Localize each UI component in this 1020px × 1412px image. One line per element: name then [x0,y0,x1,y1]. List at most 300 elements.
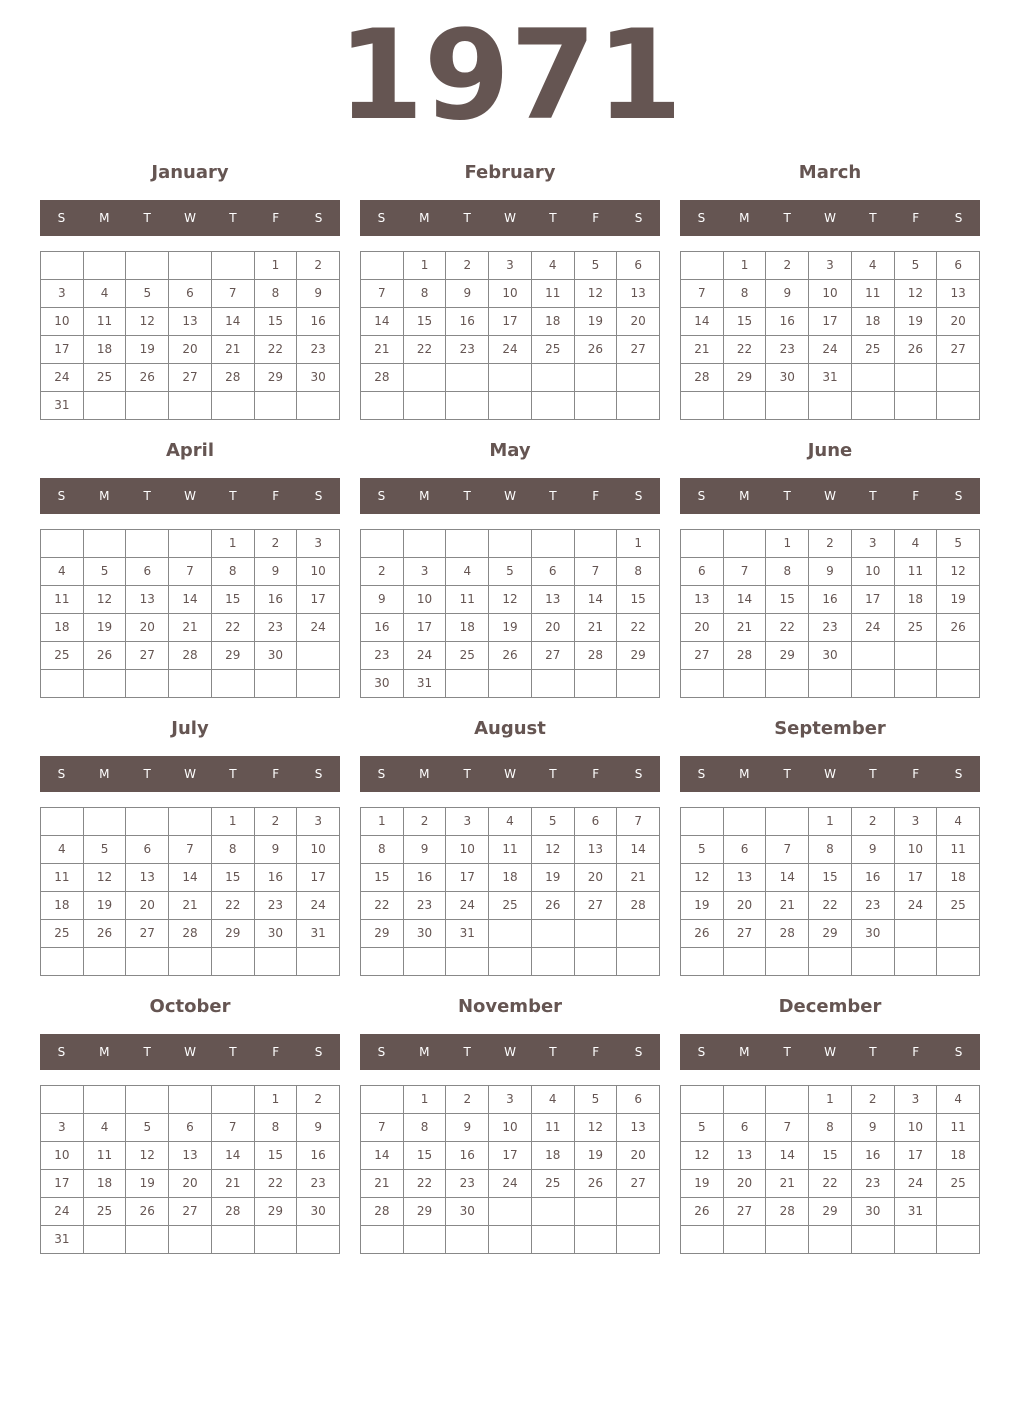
day-cell[interactable]: 24 [41,1198,84,1226]
day-cell[interactable]: 10 [404,586,447,614]
day-cell[interactable]: 3 [404,558,447,586]
day-cell[interactable]: 4 [852,252,895,280]
day-cell[interactable]: 5 [681,836,724,864]
day-cell[interactable]: 22 [809,892,852,920]
day-cell[interactable]: 3 [41,280,84,308]
day-cell[interactable]: 6 [617,252,660,280]
day-cell[interactable]: 20 [575,864,618,892]
day-cell[interactable]: 27 [126,642,169,670]
day-cell[interactable]: 8 [404,280,447,308]
day-cell[interactable]: 5 [575,1086,618,1114]
day-cell[interactable]: 14 [212,1142,255,1170]
day-cell[interactable]: 22 [212,892,255,920]
day-cell[interactable]: 30 [766,364,809,392]
day-cell[interactable]: 15 [809,864,852,892]
day-cell[interactable]: 10 [297,836,340,864]
day-cell[interactable]: 13 [724,1142,767,1170]
day-cell[interactable]: 23 [255,614,298,642]
day-cell[interactable]: 10 [297,558,340,586]
day-cell[interactable]: 8 [255,280,298,308]
day-cell[interactable]: 5 [681,1114,724,1142]
day-cell[interactable]: 24 [895,892,938,920]
day-cell[interactable]: 11 [84,1142,127,1170]
day-cell[interactable]: 30 [852,1198,895,1226]
day-cell[interactable]: 19 [681,1170,724,1198]
day-cell[interactable]: 22 [724,336,767,364]
day-cell[interactable]: 16 [852,864,895,892]
day-cell[interactable]: 15 [361,864,404,892]
day-cell[interactable]: 1 [212,530,255,558]
day-cell[interactable]: 20 [937,308,980,336]
day-cell[interactable]: 24 [895,1170,938,1198]
day-cell[interactable]: 7 [169,836,212,864]
day-cell[interactable]: 4 [41,836,84,864]
day-cell[interactable]: 30 [446,1198,489,1226]
day-cell[interactable]: 29 [255,364,298,392]
day-cell[interactable]: 8 [361,836,404,864]
day-cell[interactable]: 22 [809,1170,852,1198]
day-cell[interactable]: 29 [809,920,852,948]
day-cell[interactable]: 28 [169,642,212,670]
day-cell[interactable]: 21 [169,892,212,920]
day-cell[interactable]: 25 [895,614,938,642]
day-cell[interactable]: 25 [446,642,489,670]
day-cell[interactable]: 29 [255,1198,298,1226]
day-cell[interactable]: 24 [809,336,852,364]
day-cell[interactable]: 14 [169,586,212,614]
day-cell[interactable]: 16 [446,308,489,336]
day-cell[interactable]: 6 [169,280,212,308]
day-cell[interactable]: 1 [809,808,852,836]
day-cell[interactable]: 28 [361,1198,404,1226]
day-cell[interactable]: 6 [169,1114,212,1142]
day-cell[interactable]: 4 [446,558,489,586]
day-cell[interactable]: 26 [126,364,169,392]
day-cell[interactable]: 11 [937,836,980,864]
day-cell[interactable]: 15 [255,308,298,336]
day-cell[interactable]: 4 [532,252,575,280]
day-cell[interactable]: 1 [724,252,767,280]
day-cell[interactable]: 9 [809,558,852,586]
day-cell[interactable]: 19 [532,864,575,892]
day-cell[interactable]: 4 [532,1086,575,1114]
day-cell[interactable]: 4 [84,280,127,308]
day-cell[interactable]: 21 [766,1170,809,1198]
day-cell[interactable]: 31 [41,1226,84,1254]
day-cell[interactable]: 15 [617,586,660,614]
day-cell[interactable]: 19 [126,1170,169,1198]
day-cell[interactable]: 16 [297,1142,340,1170]
day-cell[interactable]: 30 [255,920,298,948]
day-cell[interactable]: 16 [255,586,298,614]
day-cell[interactable]: 20 [617,1142,660,1170]
day-cell[interactable]: 19 [126,336,169,364]
day-cell[interactable]: 6 [575,808,618,836]
day-cell[interactable]: 11 [532,1114,575,1142]
day-cell[interactable]: 17 [895,864,938,892]
day-cell[interactable]: 31 [297,920,340,948]
day-cell[interactable]: 3 [489,252,532,280]
day-cell[interactable]: 11 [532,280,575,308]
day-cell[interactable]: 12 [126,308,169,336]
day-cell[interactable]: 20 [169,1170,212,1198]
day-cell[interactable]: 14 [169,864,212,892]
day-cell[interactable]: 26 [84,920,127,948]
day-cell[interactable]: 22 [404,1170,447,1198]
day-cell[interactable]: 19 [937,586,980,614]
day-cell[interactable]: 1 [212,808,255,836]
day-cell[interactable]: 17 [41,336,84,364]
day-cell[interactable]: 1 [361,808,404,836]
day-cell[interactable]: 14 [766,864,809,892]
day-cell[interactable]: 27 [169,1198,212,1226]
day-cell[interactable]: 6 [681,558,724,586]
day-cell[interactable]: 22 [255,1170,298,1198]
day-cell[interactable]: 21 [766,892,809,920]
day-cell[interactable]: 26 [937,614,980,642]
day-cell[interactable]: 22 [766,614,809,642]
day-cell[interactable]: 30 [852,920,895,948]
day-cell[interactable]: 23 [297,1170,340,1198]
day-cell[interactable]: 24 [297,614,340,642]
day-cell[interactable]: 22 [212,614,255,642]
day-cell[interactable]: 28 [575,642,618,670]
day-cell[interactable]: 9 [766,280,809,308]
day-cell[interactable]: 14 [212,308,255,336]
day-cell[interactable]: 18 [895,586,938,614]
day-cell[interactable]: 6 [126,558,169,586]
day-cell[interactable]: 19 [681,892,724,920]
day-cell[interactable]: 26 [489,642,532,670]
day-cell[interactable]: 6 [126,836,169,864]
day-cell[interactable]: 1 [617,530,660,558]
day-cell[interactable]: 15 [724,308,767,336]
day-cell[interactable]: 21 [617,864,660,892]
day-cell[interactable]: 5 [489,558,532,586]
day-cell[interactable]: 12 [681,864,724,892]
day-cell[interactable]: 27 [724,1198,767,1226]
day-cell[interactable]: 30 [297,364,340,392]
day-cell[interactable]: 11 [84,308,127,336]
day-cell[interactable]: 15 [404,308,447,336]
day-cell[interactable]: 12 [681,1142,724,1170]
day-cell[interactable]: 30 [255,642,298,670]
day-cell[interactable]: 17 [852,586,895,614]
day-cell[interactable]: 22 [404,336,447,364]
day-cell[interactable]: 24 [404,642,447,670]
day-cell[interactable]: 31 [446,920,489,948]
day-cell[interactable]: 5 [126,280,169,308]
day-cell[interactable]: 12 [126,1142,169,1170]
day-cell[interactable]: 10 [895,1114,938,1142]
day-cell[interactable]: 3 [297,808,340,836]
day-cell[interactable]: 8 [766,558,809,586]
day-cell[interactable]: 14 [724,586,767,614]
day-cell[interactable]: 1 [255,1086,298,1114]
day-cell[interactable]: 14 [681,308,724,336]
day-cell[interactable]: 26 [126,1198,169,1226]
day-cell[interactable]: 5 [937,530,980,558]
day-cell[interactable]: 1 [404,1086,447,1114]
day-cell[interactable]: 2 [255,808,298,836]
day-cell[interactable]: 13 [575,836,618,864]
day-cell[interactable]: 19 [489,614,532,642]
day-cell[interactable]: 23 [297,336,340,364]
day-cell[interactable]: 9 [255,836,298,864]
day-cell[interactable]: 27 [617,336,660,364]
day-cell[interactable]: 16 [255,864,298,892]
day-cell[interactable]: 30 [404,920,447,948]
day-cell[interactable]: 16 [809,586,852,614]
day-cell[interactable]: 22 [361,892,404,920]
day-cell[interactable]: 3 [297,530,340,558]
day-cell[interactable]: 19 [575,1142,618,1170]
day-cell[interactable]: 6 [937,252,980,280]
day-cell[interactable]: 5 [895,252,938,280]
day-cell[interactable]: 21 [361,1170,404,1198]
day-cell[interactable]: 4 [489,808,532,836]
day-cell[interactable]: 23 [404,892,447,920]
day-cell[interactable]: 27 [617,1170,660,1198]
day-cell[interactable]: 12 [575,280,618,308]
day-cell[interactable]: 27 [724,920,767,948]
day-cell[interactable]: 29 [212,642,255,670]
day-cell[interactable]: 24 [297,892,340,920]
day-cell[interactable]: 20 [126,614,169,642]
day-cell[interactable]: 12 [532,836,575,864]
day-cell[interactable]: 22 [255,336,298,364]
day-cell[interactable]: 15 [404,1142,447,1170]
day-cell[interactable]: 26 [575,336,618,364]
day-cell[interactable]: 15 [212,586,255,614]
day-cell[interactable]: 7 [212,280,255,308]
day-cell[interactable]: 13 [532,586,575,614]
day-cell[interactable]: 6 [724,836,767,864]
day-cell[interactable]: 18 [532,308,575,336]
day-cell[interactable]: 11 [895,558,938,586]
day-cell[interactable]: 12 [84,586,127,614]
day-cell[interactable]: 10 [41,1142,84,1170]
day-cell[interactable]: 11 [937,1114,980,1142]
day-cell[interactable]: 28 [724,642,767,670]
day-cell[interactable]: 13 [169,308,212,336]
day-cell[interactable]: 16 [297,308,340,336]
day-cell[interactable]: 12 [489,586,532,614]
day-cell[interactable]: 18 [41,614,84,642]
day-cell[interactable]: 16 [446,1142,489,1170]
day-cell[interactable]: 18 [84,1170,127,1198]
day-cell[interactable]: 14 [361,1142,404,1170]
day-cell[interactable]: 31 [41,392,84,420]
day-cell[interactable]: 4 [937,1086,980,1114]
day-cell[interactable]: 25 [937,892,980,920]
day-cell[interactable]: 16 [852,1142,895,1170]
day-cell[interactable]: 27 [126,920,169,948]
day-cell[interactable]: 13 [126,586,169,614]
day-cell[interactable]: 1 [809,1086,852,1114]
day-cell[interactable]: 18 [446,614,489,642]
day-cell[interactable]: 20 [724,1170,767,1198]
day-cell[interactable]: 19 [84,892,127,920]
day-cell[interactable]: 5 [84,836,127,864]
day-cell[interactable]: 20 [724,892,767,920]
day-cell[interactable]: 26 [681,920,724,948]
day-cell[interactable]: 12 [84,864,127,892]
day-cell[interactable]: 2 [297,252,340,280]
day-cell[interactable]: 10 [41,308,84,336]
day-cell[interactable]: 25 [852,336,895,364]
day-cell[interactable]: 25 [532,1170,575,1198]
day-cell[interactable]: 7 [681,280,724,308]
day-cell[interactable]: 25 [41,642,84,670]
day-cell[interactable]: 26 [681,1198,724,1226]
day-cell[interactable]: 2 [809,530,852,558]
day-cell[interactable]: 25 [41,920,84,948]
day-cell[interactable]: 18 [489,864,532,892]
day-cell[interactable]: 23 [446,1170,489,1198]
day-cell[interactable]: 11 [41,864,84,892]
day-cell[interactable]: 7 [361,280,404,308]
day-cell[interactable]: 26 [575,1170,618,1198]
day-cell[interactable]: 11 [489,836,532,864]
day-cell[interactable]: 24 [852,614,895,642]
day-cell[interactable]: 1 [404,252,447,280]
day-cell[interactable]: 31 [809,364,852,392]
day-cell[interactable]: 17 [41,1170,84,1198]
day-cell[interactable]: 23 [446,336,489,364]
day-cell[interactable]: 28 [361,364,404,392]
day-cell[interactable]: 29 [766,642,809,670]
day-cell[interactable]: 25 [937,1170,980,1198]
day-cell[interactable]: 2 [766,252,809,280]
day-cell[interactable]: 24 [489,1170,532,1198]
day-cell[interactable]: 23 [852,892,895,920]
day-cell[interactable]: 5 [575,252,618,280]
day-cell[interactable]: 5 [84,558,127,586]
day-cell[interactable]: 21 [169,614,212,642]
day-cell[interactable]: 3 [895,1086,938,1114]
day-cell[interactable]: 7 [212,1114,255,1142]
day-cell[interactable]: 1 [766,530,809,558]
day-cell[interactable]: 3 [809,252,852,280]
day-cell[interactable]: 23 [361,642,404,670]
day-cell[interactable]: 17 [895,1142,938,1170]
day-cell[interactable]: 13 [617,1114,660,1142]
day-cell[interactable]: 24 [489,336,532,364]
day-cell[interactable]: 28 [212,364,255,392]
day-cell[interactable]: 9 [852,1114,895,1142]
day-cell[interactable]: 29 [809,1198,852,1226]
day-cell[interactable]: 26 [895,336,938,364]
day-cell[interactable]: 28 [681,364,724,392]
day-cell[interactable]: 16 [404,864,447,892]
day-cell[interactable]: 20 [617,308,660,336]
day-cell[interactable]: 23 [255,892,298,920]
day-cell[interactable]: 17 [297,586,340,614]
day-cell[interactable]: 18 [852,308,895,336]
day-cell[interactable]: 4 [895,530,938,558]
day-cell[interactable]: 7 [361,1114,404,1142]
day-cell[interactable]: 23 [766,336,809,364]
day-cell[interactable]: 3 [895,808,938,836]
day-cell[interactable]: 27 [681,642,724,670]
day-cell[interactable]: 10 [895,836,938,864]
day-cell[interactable]: 21 [724,614,767,642]
day-cell[interactable]: 6 [724,1114,767,1142]
day-cell[interactable]: 18 [937,1142,980,1170]
day-cell[interactable]: 20 [532,614,575,642]
day-cell[interactable]: 7 [766,1114,809,1142]
day-cell[interactable]: 3 [41,1114,84,1142]
day-cell[interactable]: 3 [446,808,489,836]
day-cell[interactable]: 11 [41,586,84,614]
day-cell[interactable]: 8 [617,558,660,586]
day-cell[interactable]: 17 [404,614,447,642]
day-cell[interactable]: 13 [617,280,660,308]
day-cell[interactable]: 14 [361,308,404,336]
day-cell[interactable]: 3 [489,1086,532,1114]
day-cell[interactable]: 28 [169,920,212,948]
day-cell[interactable]: 25 [84,1198,127,1226]
day-cell[interactable]: 19 [895,308,938,336]
day-cell[interactable]: 4 [84,1114,127,1142]
day-cell[interactable]: 29 [212,920,255,948]
day-cell[interactable]: 4 [937,808,980,836]
day-cell[interactable]: 28 [212,1198,255,1226]
day-cell[interactable]: 29 [361,920,404,948]
day-cell[interactable]: 7 [169,558,212,586]
day-cell[interactable]: 27 [937,336,980,364]
day-cell[interactable]: 20 [681,614,724,642]
day-cell[interactable]: 21 [212,336,255,364]
day-cell[interactable]: 5 [532,808,575,836]
day-cell[interactable]: 24 [446,892,489,920]
day-cell[interactable]: 2 [255,530,298,558]
day-cell[interactable]: 2 [404,808,447,836]
day-cell[interactable]: 2 [852,808,895,836]
day-cell[interactable]: 15 [766,586,809,614]
day-cell[interactable]: 2 [361,558,404,586]
day-cell[interactable]: 7 [617,808,660,836]
day-cell[interactable]: 8 [724,280,767,308]
day-cell[interactable]: 15 [809,1142,852,1170]
day-cell[interactable]: 11 [852,280,895,308]
day-cell[interactable]: 5 [126,1114,169,1142]
day-cell[interactable]: 25 [489,892,532,920]
day-cell[interactable]: 12 [895,280,938,308]
day-cell[interactable]: 19 [84,614,127,642]
day-cell[interactable]: 9 [361,586,404,614]
day-cell[interactable]: 9 [404,836,447,864]
day-cell[interactable]: 31 [404,670,447,698]
day-cell[interactable]: 4 [41,558,84,586]
day-cell[interactable]: 17 [297,864,340,892]
day-cell[interactable]: 29 [404,1198,447,1226]
day-cell[interactable]: 8 [255,1114,298,1142]
day-cell[interactable]: 14 [575,586,618,614]
day-cell[interactable]: 13 [126,864,169,892]
day-cell[interactable]: 29 [724,364,767,392]
day-cell[interactable]: 27 [575,892,618,920]
day-cell[interactable]: 10 [489,1114,532,1142]
day-cell[interactable]: 30 [809,642,852,670]
day-cell[interactable]: 23 [852,1170,895,1198]
day-cell[interactable]: 15 [255,1142,298,1170]
day-cell[interactable]: 29 [617,642,660,670]
day-cell[interactable]: 6 [532,558,575,586]
day-cell[interactable]: 9 [297,280,340,308]
day-cell[interactable]: 25 [84,364,127,392]
